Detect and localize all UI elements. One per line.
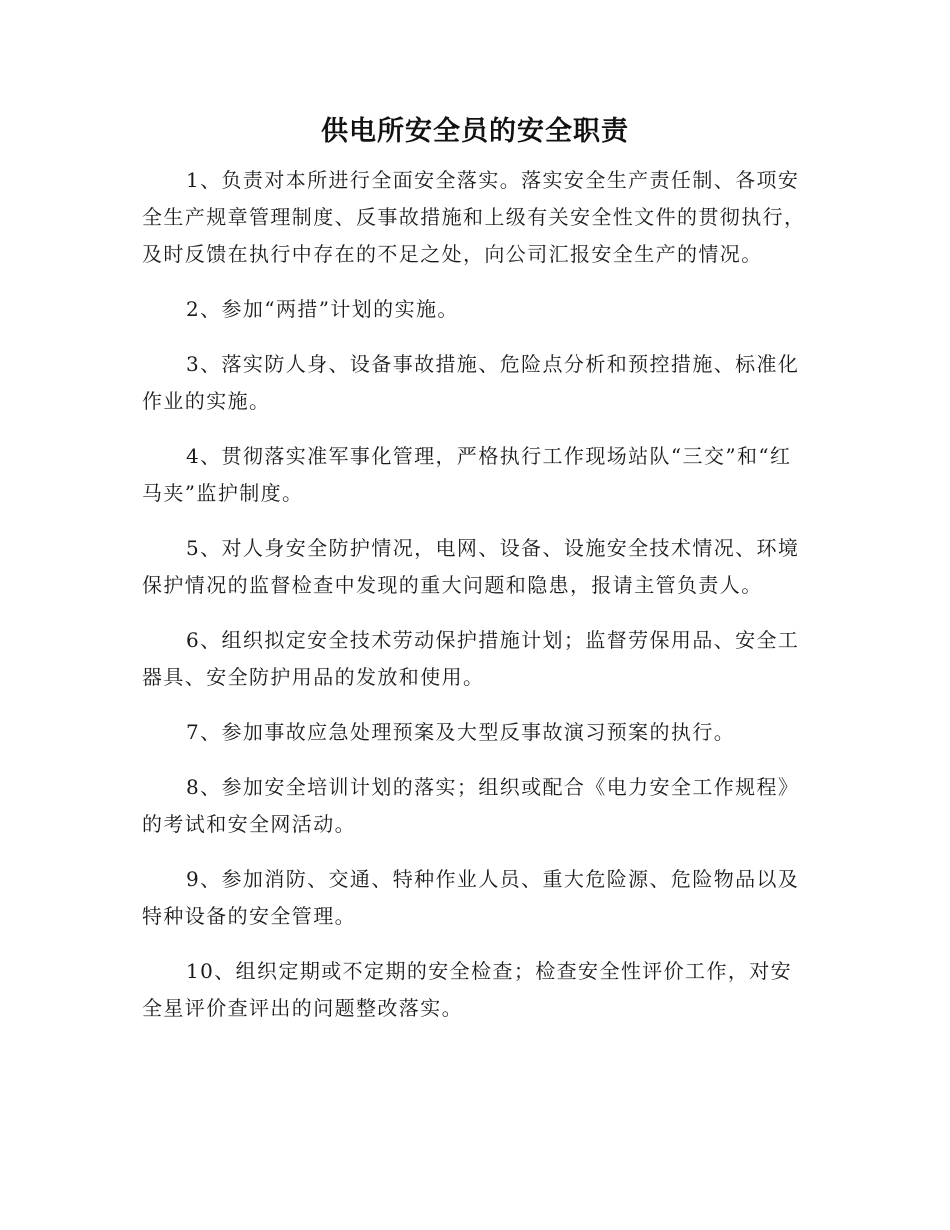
paragraph-3: 3、落实防人身、设备事故措施、危险点分析和预控措施、标准化作业的实施。 xyxy=(142,352,800,413)
paragraph-4: 4、贯彻落实准军事化管理，严格执行工作现场站队“三交”和“红马夹”监护制度。 xyxy=(142,444,792,505)
paragraph-10: 10、组织定期或不定期的安全检查；检查安全性评价工作，对安全星评价查评出的问题整改落实。 xyxy=(142,959,793,1020)
paragraph-5: 5、对人身安全防护情况，电网、设备、设施安全技术情况、环境保护情况的监督检查中发现的重大问题和隐患，报请主管负责人。 xyxy=(142,536,800,597)
paragraph-9: 9、参加消防、交通、特种作业人员、重大危险源、危险物品以及特种设备的安全管理。 xyxy=(142,867,800,928)
document-title: 供电所安全员的安全职责 xyxy=(321,116,629,147)
paragraph-1: 1、负责对本所进行全面安全落实。落实安全生产责任制、各项安全生产规章管理制度、反事故措施和上级有关安全性文件的贯彻执行，及时反馈在执行中存在的不足之处，向公司汇报安全生产的情况。 xyxy=(142,168,806,266)
document-body xyxy=(142,162,808,1045)
paragraph-7: 7、参加事故应急处理预案及大型反事故演习预案的执行。 xyxy=(186,720,736,744)
paragraph-2: 2、参加“两措”计划的实施。 xyxy=(186,297,459,321)
paragraph-6: 6、组织拟定安全技术劳动保护措施计划；监督劳保用品、安全工器具、安全防护用品的发放和使用。 xyxy=(142,628,800,689)
paragraph-8: 8、参加安全培训计划的落实；组织或配合《电力安全工作规程》的考试和安全网活动。 xyxy=(142,775,800,836)
